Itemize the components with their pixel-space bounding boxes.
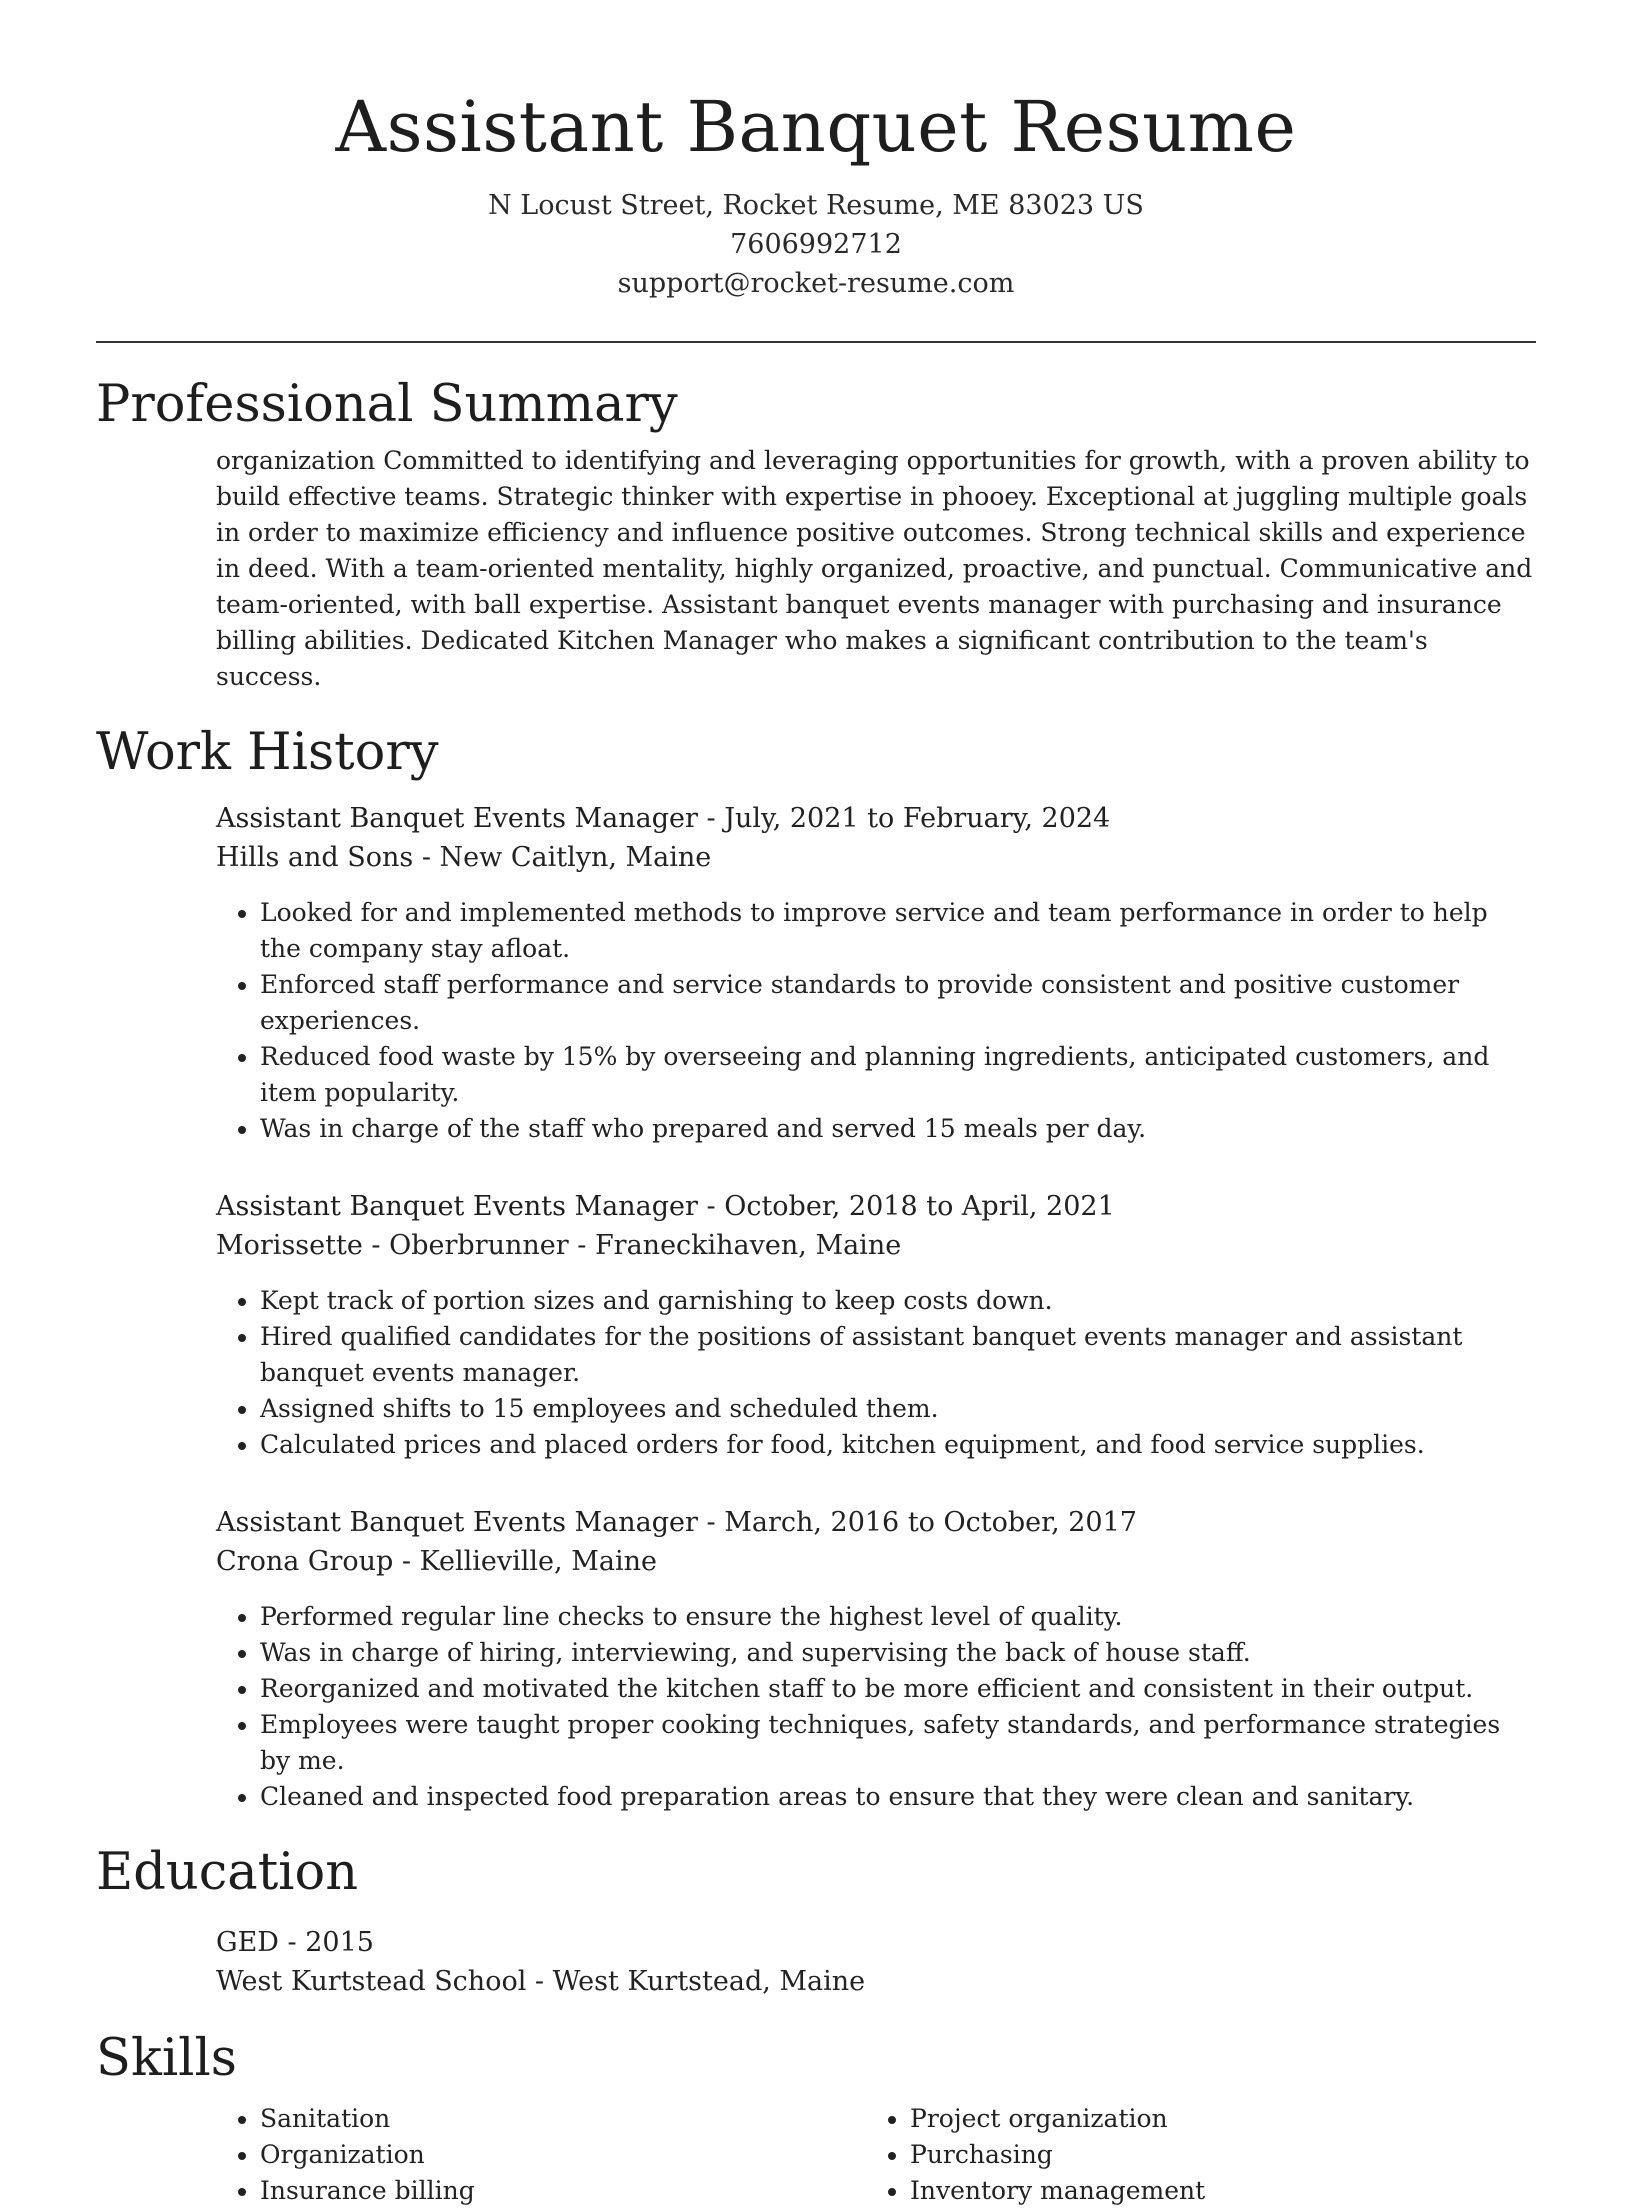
job-entry bbox=[216, 799, 1536, 1147]
job-duties bbox=[216, 895, 1536, 1147]
skills-grid bbox=[216, 2101, 1536, 2209]
skills-heading: Skills bbox=[96, 2029, 237, 2088]
job-dates: - March, 2016 to October, 2017 bbox=[697, 1507, 1137, 1538]
summary-heading: Professional Summary bbox=[96, 375, 678, 434]
job-dates: - July, 2021 to February, 2024 bbox=[697, 803, 1111, 834]
summary-section bbox=[0, 373, 1632, 695]
job-dates: - October, 2018 to April, 2021 bbox=[697, 1191, 1115, 1222]
contact-phone: 7606992712 bbox=[730, 229, 902, 260]
job-company-line bbox=[216, 1542, 1536, 1581]
work-history-heading: Work History bbox=[96, 723, 439, 782]
job-title-line bbox=[216, 799, 1536, 838]
job-duties bbox=[216, 1283, 1536, 1463]
contact-email: support@rocket-resume.com bbox=[617, 268, 1015, 299]
job-company: Hills and Sons bbox=[216, 842, 414, 873]
contact-address: N Locust Street, Rocket Resume, ME 83023 US bbox=[488, 190, 1144, 221]
job-duty: • Kept track of portion sizes and garnishing to keep costs down. bbox=[260, 1283, 1536, 1319]
job-duty: • Reduced food waste by 15% by overseeing and planning ingredients, anticipated customers, and item popularity. bbox=[260, 1039, 1536, 1111]
education-degree: GED bbox=[216, 1927, 279, 1958]
education-degree-line bbox=[216, 1923, 1536, 1962]
job-duty: • Cleaned and inspected food preparation areas to ensure that they were clean and sanitary. bbox=[260, 1779, 1536, 1815]
job-company-line bbox=[216, 838, 1536, 877]
job-title-line bbox=[216, 1503, 1536, 1542]
job-title-line bbox=[216, 1187, 1536, 1226]
job-duty: • Performed regular line checks to ensure the highest level of quality. bbox=[260, 1599, 1536, 1635]
skills-section bbox=[0, 2027, 1632, 2209]
header-divider bbox=[96, 341, 1536, 343]
job-company: Morissette - Oberbrunner bbox=[216, 1230, 569, 1261]
job-entry bbox=[216, 1187, 1536, 1463]
job-company: Crona Group bbox=[216, 1546, 394, 1577]
job-duty: • Calculated prices and placed orders for food, kitchen equipment, and food service supplies. bbox=[260, 1427, 1536, 1463]
skills-column-right bbox=[866, 2101, 1516, 2209]
job-duty: • Was in charge of the staff who prepared and served 15 meals per day. bbox=[260, 1111, 1536, 1147]
job-location: - Franeckihaven, Maine bbox=[568, 1230, 902, 1261]
job-duty: • Was in charge of hiring, interviewing, and supervising the back of house staff. bbox=[260, 1635, 1536, 1671]
skills-column-left bbox=[216, 2101, 866, 2209]
skill-item: • Purchasing bbox=[910, 2137, 1516, 2173]
contact-info bbox=[0, 186, 1632, 303]
education-heading: Education bbox=[96, 1843, 359, 1902]
skill-item: • Organization bbox=[260, 2137, 866, 2173]
skill-item: • Insurance billing bbox=[260, 2173, 866, 2209]
education-school: West Kurtstead School bbox=[216, 1966, 527, 1997]
job-entry bbox=[216, 1503, 1536, 1815]
education-section bbox=[0, 1841, 1632, 2001]
resume-name: Assistant Banquet Resume bbox=[335, 86, 1297, 168]
skill-item: • Project organization bbox=[910, 2101, 1516, 2137]
job-location: - New Caitlyn, Maine bbox=[413, 842, 712, 873]
job-title: Assistant Banquet Events Manager bbox=[216, 803, 698, 834]
job-duty: • Looked for and implemented methods to improve service and team performance in order to help the company stay afloat. bbox=[260, 895, 1536, 967]
job-duties bbox=[216, 1599, 1536, 1815]
job-title: Assistant Banquet Events Manager bbox=[216, 1191, 698, 1222]
skill-item: • Sanitation bbox=[260, 2101, 866, 2137]
summary-text: organization Committed to identifying and leveraging opportunities for growth, with a proven ability to build effective teams. Strategic thinker with expertise in phooey. Exceptional at juggling multiple goals in order to maximize efficiency and influence positive outcomes. Strong technical skills and experience in deed. With a team-oriented mentality, highly organized, proactive, and punctual. Communicative and team-oriented, with ball expertise. Assistant banquet events manager with purchasing and insurance billing abilities. Dedicated Kitchen Manager who makes a significant contribution to the team's success. bbox=[216, 446, 1533, 691]
skill-item: • Inventory management bbox=[910, 2173, 1516, 2209]
education-year: - 2015 bbox=[278, 1927, 374, 1958]
job-duty: • Employees were taught proper cooking techniques, safety standards, and performance strategies by me. bbox=[260, 1707, 1536, 1779]
job-duty: • Enforced staff performance and service standards to provide consistent and positive customer experiences. bbox=[260, 967, 1536, 1039]
job-duty: • Assigned shifts to 15 employees and scheduled them. bbox=[260, 1391, 1536, 1427]
job-duty: • Reorganized and motivated the kitchen staff to be more efficient and consistent in their output. bbox=[260, 1671, 1536, 1707]
education-location: - West Kurtstead, Maine bbox=[526, 1966, 866, 1997]
job-company-line bbox=[216, 1226, 1536, 1265]
work-history-section bbox=[0, 721, 1632, 1815]
job-location: - Kellieville, Maine bbox=[393, 1546, 657, 1577]
job-title: Assistant Banquet Events Manager bbox=[216, 1507, 698, 1538]
resume-header bbox=[0, 0, 1632, 303]
education-school-line bbox=[216, 1962, 1536, 2001]
job-duty: • Hired qualified candidates for the positions of assistant banquet events manager and assistant banquet events manager. bbox=[260, 1319, 1536, 1391]
